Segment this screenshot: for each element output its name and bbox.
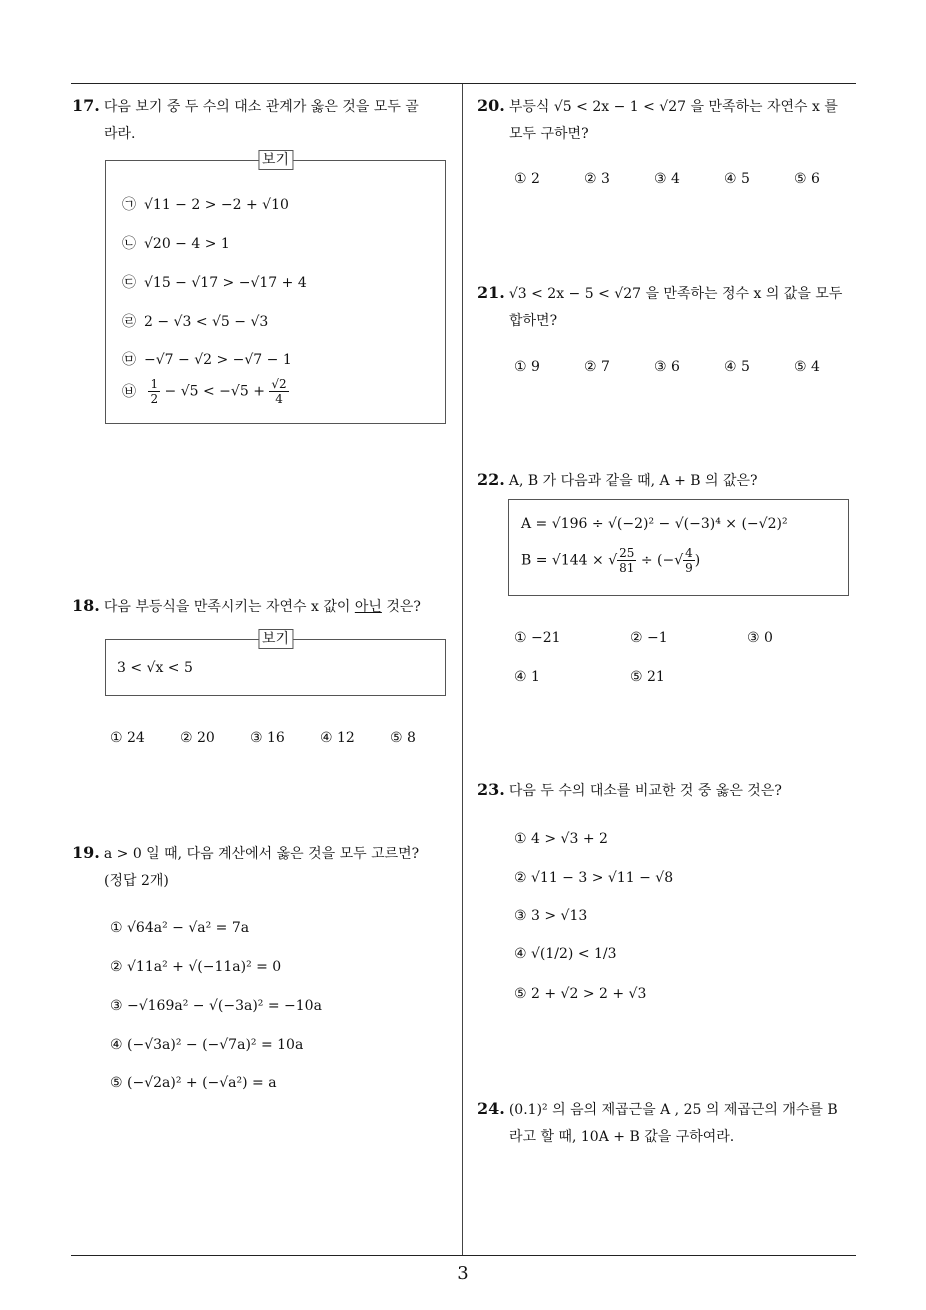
option-1[interactable]: ① √64a² − √a² = 7a (110, 920, 250, 936)
bogi-expression: 3 < √x < 5 (117, 660, 193, 676)
option-3[interactable]: ③ 6 (654, 359, 680, 375)
question-number: 17. (72, 96, 100, 115)
question-text-continued: 모두 구하면? (509, 126, 589, 142)
option-2[interactable]: ② 20 (180, 730, 215, 746)
a-definition: A = √196 ÷ √(−2)² − √(−3)⁴ × (−√2)² (521, 516, 788, 532)
option-5[interactable]: ⑤ (−√2a)² + (−√a²) = a (110, 1075, 277, 1091)
question-number: 19. (72, 843, 100, 862)
bogi-item-6: ㉥ $\frac{1}{2}$ − √5 < −√5 + $\frac{√2}{4}$ (122, 377, 287, 406)
bogi-item-2: ㉡ √20 − 4 > 1 (122, 236, 230, 252)
option-4[interactable]: ④ 5 (724, 171, 750, 187)
option-1[interactable]: ① 4 > √3 + 2 (514, 831, 608, 847)
option-3[interactable]: ③ 16 (250, 730, 285, 746)
question-number: 23. (477, 780, 505, 799)
question-text-continued: 라고 할 때, 10A + B 값을 구하여라. (509, 1129, 735, 1145)
option-2[interactable]: ② √11 − 3 > √11 − √8 (514, 870, 674, 886)
question-24: 24. (0.1)² 의 음의 제곱근을 A , 25 의 제곱근의 개수를 B 라고 할 때, 10A + B 값을 구하여라. (477, 1095, 859, 1151)
option-5[interactable]: ⑤ 8 (390, 730, 416, 746)
option-1[interactable]: ① 2 (514, 171, 540, 187)
option-2[interactable]: ② √11a² + √(−11a)² = 0 (110, 959, 282, 975)
option-1[interactable]: ① 24 (110, 730, 145, 746)
column-divider (462, 84, 463, 1256)
bogi-title: 보기 (258, 150, 293, 170)
option-1[interactable]: ① 9 (514, 359, 540, 375)
bottom-rule (71, 1255, 856, 1256)
option-5[interactable]: ⑤ 21 (630, 669, 665, 685)
option-1[interactable]: ① −21 (514, 630, 561, 646)
option-5[interactable]: ⑤ 2 + √2 > 2 + √3 (514, 986, 647, 1002)
fraction: $\frac{25}{81}$ (619, 546, 635, 575)
question-23: 23. 다음 두 수의 대소를 비교한 것 중 옳은 것은? (477, 780, 782, 799)
underlined-word: 아닌 (354, 599, 382, 615)
bogi-item-3: ㉢ √15 − √17 > −√17 + 4 (122, 275, 307, 291)
question-18: 18. 다음 부등식을 만족시키는 자연수 x 값이 아닌 것은? (72, 596, 421, 615)
option-4[interactable]: ④ √(1/2) < 1/3 (514, 946, 617, 962)
option-3[interactable]: ③ 0 (747, 630, 773, 646)
option-4[interactable]: ④ (−√3a)² − (−√7a)² = 10a (110, 1037, 304, 1053)
bogi-box-18 (105, 631, 446, 696)
option-5[interactable]: ⑤ 4 (794, 359, 820, 375)
fraction: $\frac{√2}{4}$ (271, 377, 287, 406)
b-definition: B = √144 × √ $\frac{25}{81}$ ÷ (−√ $\frac{4}{9}$ ) (521, 546, 701, 575)
option-3[interactable]: ③ 4 (654, 171, 680, 187)
question-19: 19. a > 0 일 때, 다음 계산에서 옳은 것을 모두 고르면? (정답 2개) (72, 839, 457, 895)
top-rule (71, 83, 856, 84)
question-number: 21. (477, 283, 505, 302)
question-number: 18. (72, 596, 100, 615)
question-note: (정답 2개) (104, 873, 169, 889)
given-box-22 (508, 499, 849, 596)
question-20: 20. 부등식 √5 < 2x − 1 < √27 을 만족하는 자연수 x 를 모두 구하면? (477, 92, 859, 148)
question-22: 22. A, B 가 다음과 같을 때, A + B 의 값은? (477, 470, 758, 489)
question-text-continued: 합하면? (509, 313, 558, 329)
fraction: $\frac{1}{2}$ (150, 377, 159, 406)
option-4[interactable]: ④ 1 (514, 669, 540, 685)
option-3[interactable]: ③ 3 > √13 (514, 908, 588, 924)
bogi-item-1: ㉠ √11 − 2 > −2 + √10 (122, 197, 289, 213)
option-5[interactable]: ⑤ 6 (794, 171, 820, 187)
option-2[interactable]: ② 3 (584, 171, 610, 187)
option-3[interactable]: ③ −√169a² − √(−3a)² = −10a (110, 998, 322, 1014)
question-text-continued: 라라. (104, 126, 136, 142)
bogi-item-5: ㉤ −√7 − √2 > −√7 − 1 (122, 352, 292, 368)
question-number: 22. (477, 470, 505, 489)
question-number: 20. (477, 96, 505, 115)
fraction: $\frac{4}{9}$ (685, 546, 693, 575)
bogi-box-17 (105, 152, 446, 424)
question-text: 다음 보기 중 두 수의 대소 관계가 옳은 것을 모두 골 (103, 99, 419, 115)
bogi-title: 보기 (258, 629, 293, 649)
question-17 (72, 92, 457, 148)
option-4[interactable]: ④ 12 (320, 730, 355, 746)
question-21: 21. √3 < 2x − 5 < √27 을 만족하는 정수 x 의 값을 모두 합하면? (477, 279, 859, 335)
option-4[interactable]: ④ 5 (724, 359, 750, 375)
option-2[interactable]: ② −1 (630, 630, 668, 646)
question-number: 24. (477, 1099, 505, 1118)
option-2[interactable]: ② 7 (584, 359, 610, 375)
page-number: 3 (457, 1263, 469, 1284)
bogi-item-4: ㉣ 2 − √3 < √5 − √3 (122, 314, 269, 330)
